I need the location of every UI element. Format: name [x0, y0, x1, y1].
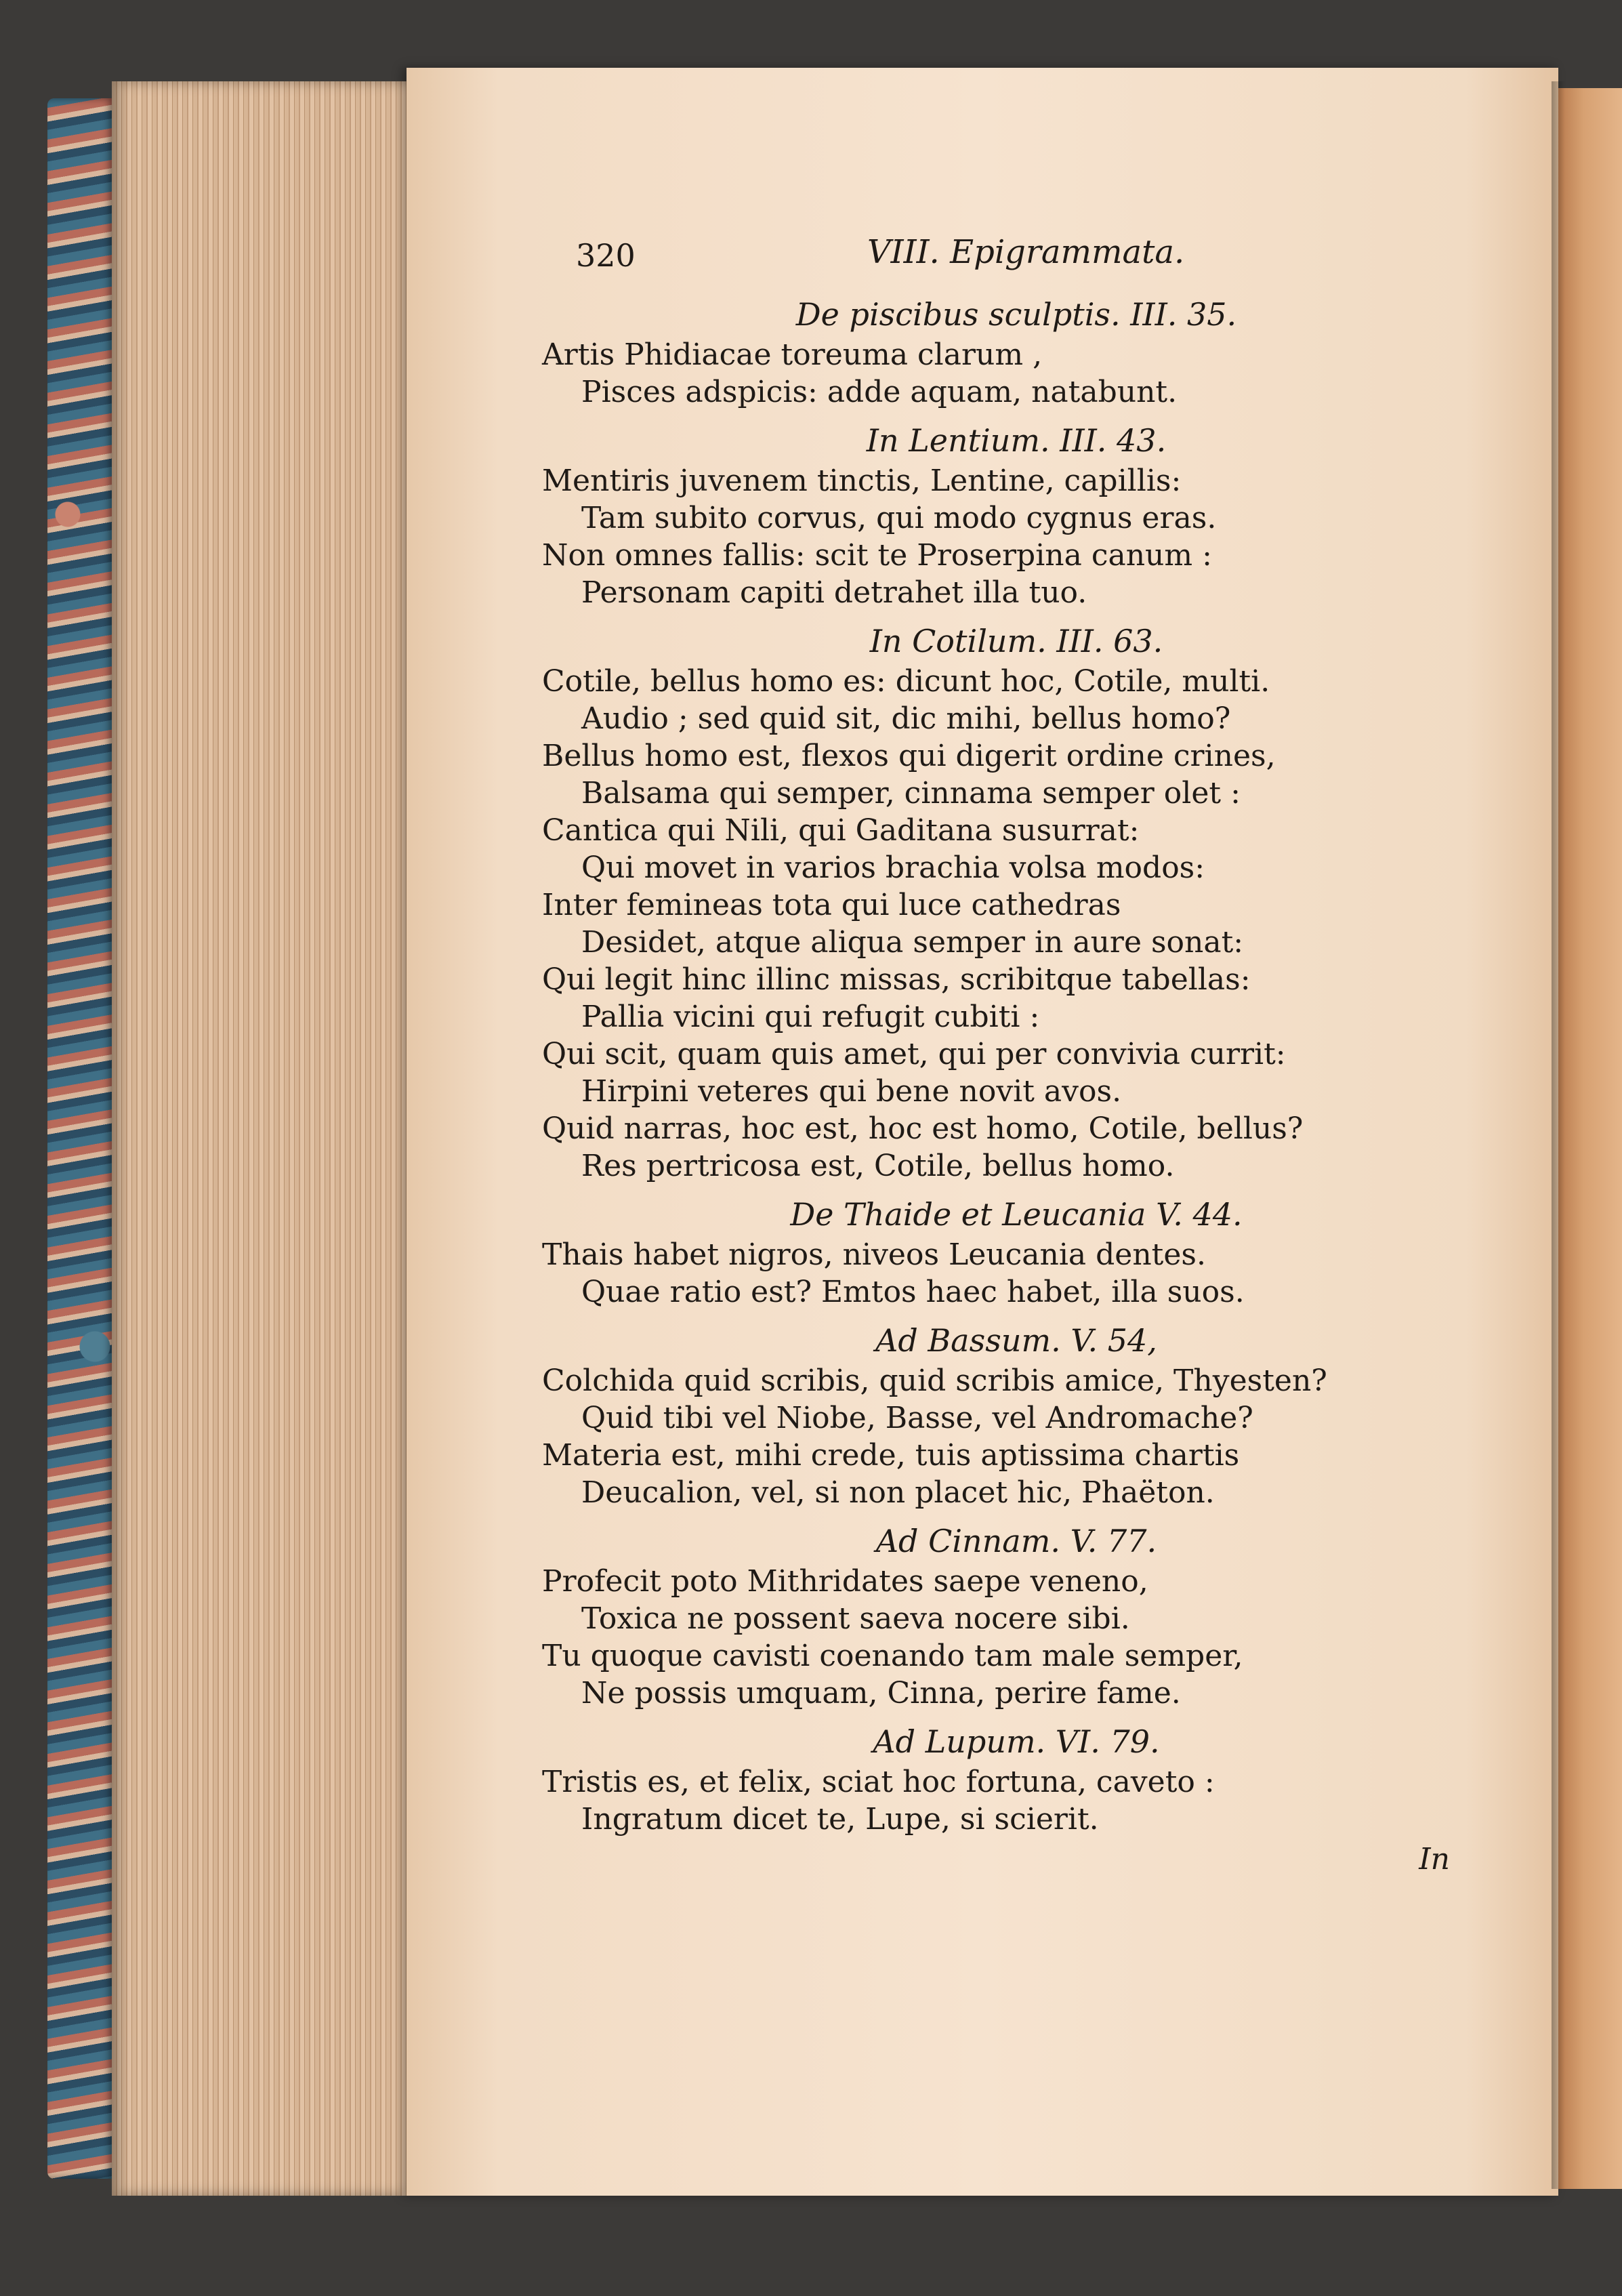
verse-line: Non omnes fallis: scit te Proserpina canum :: [542, 538, 1212, 573]
verse-line: Bellus homo est, flexos qui digerit ordine crines,: [542, 739, 1276, 773]
verse-line: Deucalion, vel, si non placet hic, Phaëton.: [581, 1475, 1215, 1510]
verse-line: Colchida quid scribis, quid scribis amice, Thyesten?: [542, 1364, 1327, 1398]
page-number: 320: [576, 237, 636, 274]
verse-line: Personam capiti detrahet illa tuo.: [581, 575, 1087, 610]
verse-line: Ne possis umquam, Cinna, perire fame.: [581, 1676, 1181, 1710]
verse-line: Qui scit, quam quis amet, qui per convivia currit:: [542, 1037, 1286, 1071]
page-header: [542, 224, 1491, 285]
verse-line: Quid tibi vel Niobe, Basse, vel Andromache?: [581, 1401, 1253, 1435]
epigram-title: Ad Cinnam. V. 77.: [875, 1523, 1157, 1559]
verse-line: Toxica ne possent saeva nocere sibi.: [581, 1601, 1130, 1636]
verse-line: Pisces adspicis: adde aquam, natabunt.: [581, 375, 1178, 409]
verse-line: Pallia vicini qui refugit cubiti :: [581, 1000, 1040, 1034]
page-content: [542, 224, 1491, 1883]
verse-line: Qui legit hinc illinc missas, scribitque tabellas:: [542, 962, 1251, 997]
epigram-title: Ad Bassum. V. 54,: [875, 1322, 1157, 1359]
epigram-section: [542, 419, 1491, 611]
verse-line: Materia est, mihi crede, tuis aptissima chartis: [542, 1438, 1240, 1473]
page-stack: [112, 81, 430, 2196]
running-title: VIII. Epigrammata.: [867, 233, 1185, 271]
verse-line: Balsama qui semper, cinnama semper olet :: [581, 776, 1241, 811]
verse-line: Qui movet in varios brachia volsa modos:: [581, 850, 1205, 885]
epigram-section: [542, 1319, 1491, 1511]
page-gutter: [1552, 81, 1565, 2189]
epigram-title: De Thaide et Leucania V. 44.: [790, 1196, 1243, 1233]
verse-line: Ingratum dicet te, Lupe, si scierit.: [581, 1802, 1099, 1837]
verse-line: Res pertricosa est, Cotile, bellus homo.: [581, 1149, 1175, 1183]
verse-line: Mentiris juvenem tinctis, Lentine, capillis:: [542, 464, 1182, 498]
verse-line: Audio ; sed quid sit, dic mihi, bellus homo?: [581, 701, 1231, 736]
epigram-section: [542, 1519, 1491, 1712]
catchword: In: [1419, 1842, 1450, 1877]
epigram-section: [542, 1193, 1491, 1311]
epigram-section: [542, 1720, 1491, 1838]
verse-line: Cotile, bellus homo es: dicunt hoc, Cotile, multi.: [542, 664, 1270, 699]
verse-line: Tristis es, et felix, sciat hoc fortuna, caveto :: [542, 1765, 1215, 1799]
verse-line: Inter femineas tota qui luce cathedras: [542, 888, 1121, 922]
verse-line: Tam subito corvus, qui modo cygnus eras.: [581, 501, 1217, 535]
epigram-section: [542, 619, 1491, 1185]
verse-line: Profecit poto Mithridates saepe veneno,: [542, 1564, 1148, 1599]
verse-line: Quae ratio est? Emtos haec habet, illa suos.: [581, 1275, 1245, 1309]
verse-line: Artis Phidiacae toreuma clarum ,: [542, 337, 1043, 372]
epigram-section: [542, 293, 1491, 411]
verse-line: Desidet, atque aliqua semper in aure sonat:: [581, 925, 1244, 960]
epigram-title: In Lentium. III. 43.: [866, 422, 1167, 459]
verse-line: Cantica qui Nili, qui Gaditana susurrat:: [542, 813, 1140, 848]
verse-line: Hirpini veteres qui bene novit avos.: [581, 1074, 1122, 1109]
marbled-book-edge: [47, 98, 115, 2179]
epigram-title: De piscibus sculptis. III. 35.: [795, 296, 1237, 333]
epigram-title: Ad Lupum. VI. 79.: [873, 1723, 1160, 1760]
epigram-title: In Cotilum. III. 63.: [869, 623, 1163, 659]
verse-line: Thais habet nigros, niveos Leucania dentes.: [542, 1237, 1206, 1272]
verse-line: Quid narras, hoc est, hoc est homo, Cotile, bellus?: [542, 1111, 1304, 1146]
catchword-row: [542, 1842, 1491, 1883]
verse-line: Tu quoque cavisti coenando tam male semper,: [542, 1639, 1243, 1673]
right-cover-edge: [1558, 88, 1622, 2189]
